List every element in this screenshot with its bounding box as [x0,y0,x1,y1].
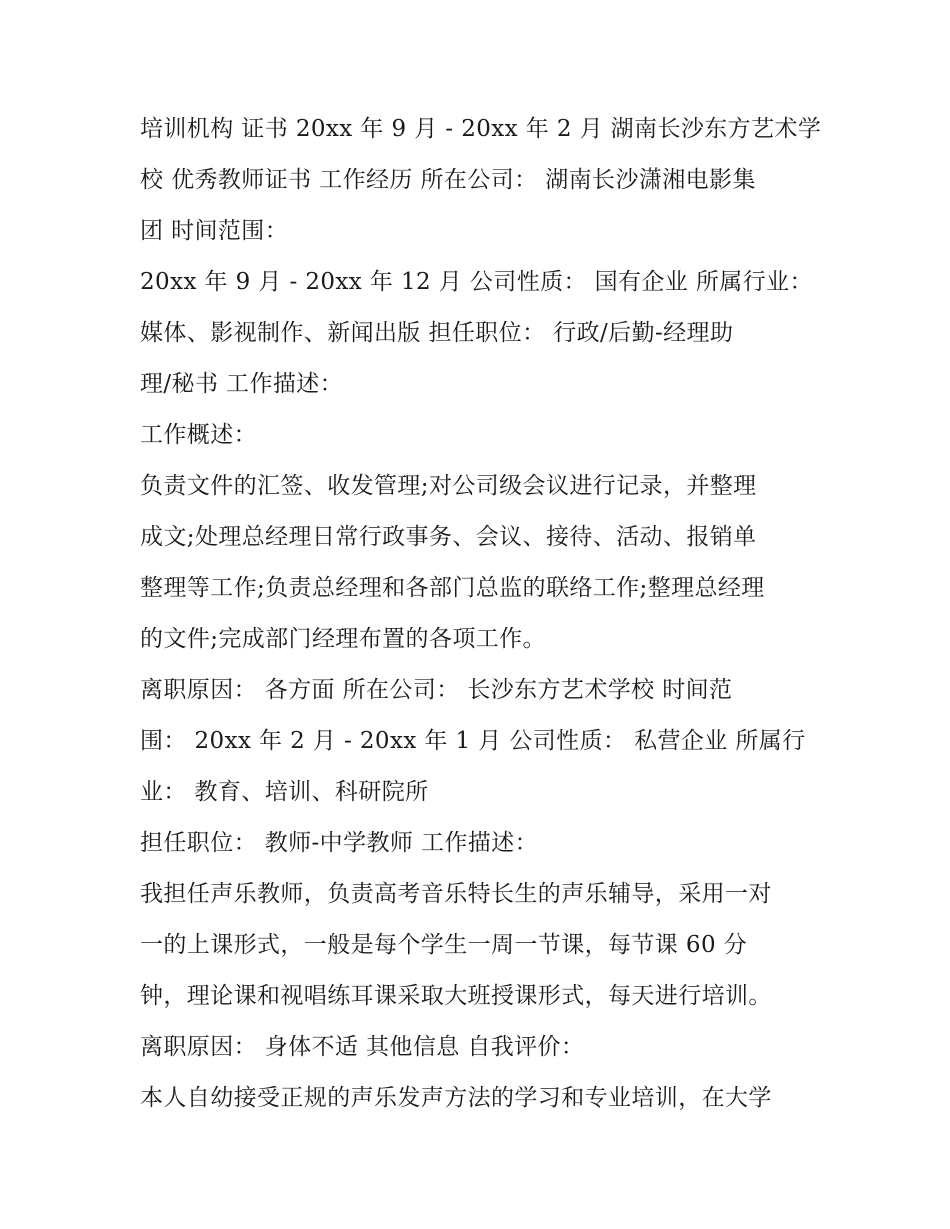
text-line: 校 优秀教师证书 工作经历 所在公司： 湖南长沙潇湘电影集 [140,167,756,193]
text-line: 的文件;完成部门经理布置的各项工作。 [140,626,546,652]
text-line: 一的上课形式，一般是每个学生一周一节课，每节课 60 分 [140,932,748,958]
text-line: 离职原因： 各方面 所在公司： 长沙东方艺术学校 时间范 [140,677,733,703]
text-line: 本人自幼接受正规的声乐发声方法的学习和专业培训，在大学 [140,1085,772,1111]
text-line: 理/秘书 工作描述： [140,371,344,397]
text-line: 负责文件的汇签、收发管理;对公司级会议进行记录，并整理 [140,473,757,499]
text-line: 成文;处理总经理日常行政事务、会议、接待、活动、报销单 [140,524,757,550]
text-line: 钟，理论课和视唱练耳课采取大班授课形式，每天进行培训。 [140,983,772,1009]
text-line: 20xx 年 9 月 - 20xx 年 12 月 公司性质： 国有企业 所属行业： [140,269,813,295]
text-line: 业： 教育、培训、科研院所 [140,779,429,805]
text-line: 团 时间范围： [140,218,289,244]
text-line: 工作概述： [140,422,257,448]
document-body [140,104,820,1124]
text-line: 整理等工作;负责总经理和各部门总监的联络工作;整理总经理 [140,575,765,601]
text-line: 我担任声乐教师，负责高考音乐特长生的声乐辅导，采用一对 [140,881,772,907]
text-line: 担任职位： 教师-中学教师 工作描述： [140,830,538,856]
text-line: 媒体、影视制作、新闻出版 担任职位： 行政/后勤-经理助 [140,320,734,346]
text-line: 培训机构 证书 20xx 年 9 月 - 20xx 年 2 月 湖南长沙东方艺术学 [140,116,822,142]
text-line: 离职原因： 身体不适 其他信息 自我评价： [140,1034,585,1060]
text-line: 围： 20xx 年 2 月 - 20xx 年 1 月 公司性质： 私营企业 所属行 [140,728,806,754]
